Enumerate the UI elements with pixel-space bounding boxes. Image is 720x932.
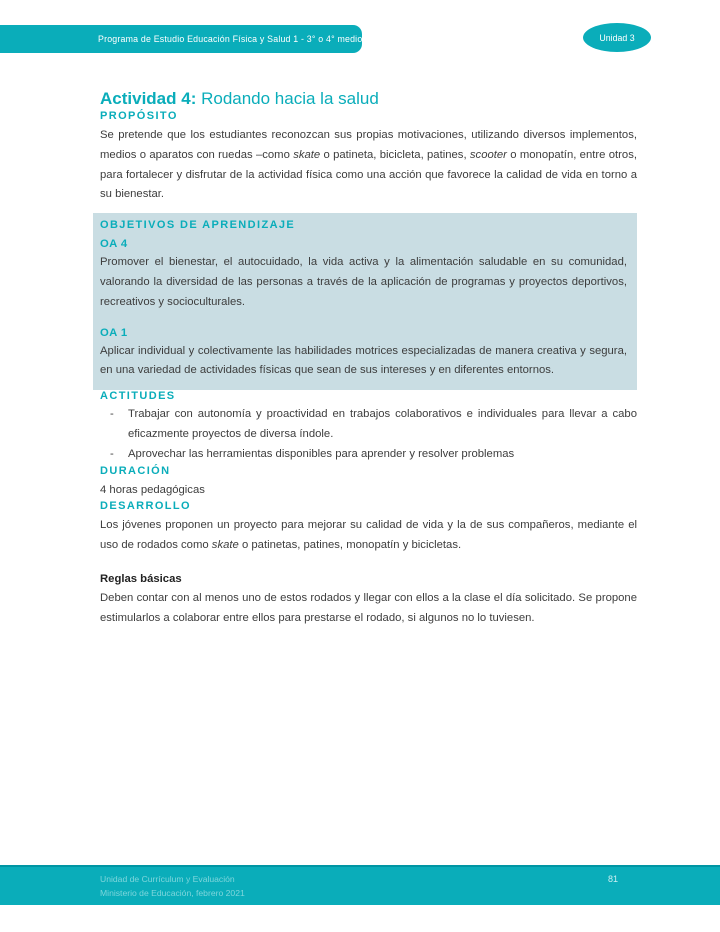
unit-badge-label: Unidad 3 <box>599 32 635 43</box>
page-title-rest: Rodando hacia la salud <box>196 89 379 108</box>
reglas-basicas-subheading: Reglas básicas <box>100 572 182 585</box>
footer-line-1: Unidad de Currículum y Evaluación <box>100 874 235 884</box>
section-heading-objetivos: OBJETIVOS DE APRENDIZAJE <box>100 219 296 232</box>
oa1-paragraph: Aplicar individual y colectivamente las habilidades motrices especializadas de manera creativa y segura, en una variedad de actividades físicas que sean de sus intereses y en diferentes entornos. <box>100 344 627 377</box>
header-ribbon <box>0 25 362 53</box>
footer-line-2: Ministerio de Educación, febrero 2021 <box>100 887 245 898</box>
desarrollo-paragraph: Los jóvenes proponen un proyecto para mejorar su calidad de vida y la de sus compañeros, mediante el uso de rodados como skate o patinetas, patines, monopatín y bicicletas. <box>100 519 637 552</box>
page-title-prefix: Actividad 4: <box>100 89 197 108</box>
proposito-paragraph: Se pretende que los estudiantes reconozcan sus propias motivaciones, utilizando diversos implementos, medios o aparatos con ruedas –como skate o patineta, bicicleta, patines, scooter o monopatín, entre otros, para fortalecer y disfrutar de la actividad física como una acción que favorece la calidad de vida en torno a su bienestar. <box>100 129 637 201</box>
bullet-dash: - <box>110 408 114 421</box>
unit-badge <box>583 23 651 52</box>
section-heading-duracion: DURACIÓN <box>100 464 171 477</box>
footer-credits <box>100 873 245 900</box>
reglas-basicas-paragraph: Deben contar con al menos uno de estos rodados y llegar con ellos a la clase el día solicitado. Se propone estimularlos a colaborar entre ellos para prestarse el rodado, si algunos no lo tuviesen. <box>100 591 637 624</box>
list-item <box>100 445 637 465</box>
section-heading-proposito: PROPÓSITO <box>100 110 178 122</box>
page-content <box>100 88 637 629</box>
header-ribbon-label: Programa de Estudio Educación Física y Salud 1 - 3° o 4° medio <box>98 34 363 44</box>
section-heading-actitudes: ACTITUDES <box>100 390 176 403</box>
section-heading-desarrollo: DESARROLLO <box>100 500 191 513</box>
duracion-text: 4 horas pedagógicas <box>100 483 205 496</box>
page-number: 81 <box>608 874 619 884</box>
actitudes-list <box>100 405 637 464</box>
list-item <box>100 405 637 445</box>
page-title <box>100 88 637 110</box>
oa4-label: OA 4 <box>100 238 128 251</box>
objetivos-box <box>93 213 637 390</box>
bullet-dash: - <box>110 447 114 460</box>
oa4-paragraph: Promover el bienestar, el autocuidado, la vida activa y la alimentación saludable en su comunidad, valorando la diversidad de las personas a través de la aplicación de programas y proyectos deportivos, recreativos y socioculturales. <box>100 256 627 308</box>
page-footer <box>0 865 720 905</box>
actitudes-bullet-2: Aprovechar las herramientas disponibles para aprender y resolver problemas <box>128 447 515 460</box>
actitudes-bullet-1: Trabajar con autonomía y proactividad en trabajos colaborativos e individuales para llevar a cabo eficazmente proyectos de diversa índole. <box>128 408 637 440</box>
oa1-label: OA 1 <box>100 326 128 339</box>
